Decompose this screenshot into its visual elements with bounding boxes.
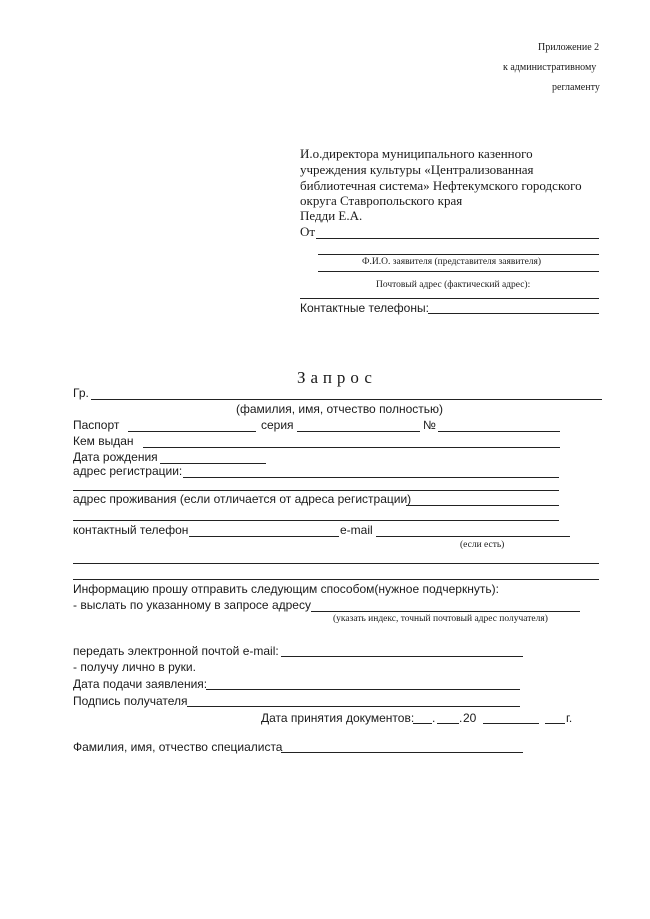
submit-date-label: Дата подачи заявления: — [73, 677, 208, 691]
from-field[interactable] — [316, 238, 599, 239]
accept-day-field[interactable] — [413, 723, 432, 724]
post-address-field[interactable] — [311, 611, 580, 612]
accept-date-suffix: г. — [566, 711, 573, 725]
live-address-label: адрес проживания (если отличается от адреса регистрации) — [73, 492, 412, 506]
addressee-line4: округа Ставропольского края — [300, 193, 463, 208]
accept-month-field[interactable] — [437, 723, 459, 724]
accept-year-field[interactable] — [483, 723, 539, 724]
recipient-sign-field[interactable] — [187, 706, 520, 707]
citizen-caption: (фамилия, имя, отчество полностью) — [236, 402, 444, 416]
post-caption: (указать индекс, точный почтовый адрес получателя) — [333, 614, 548, 624]
fio-caption: Ф.И.О. заявителя (представителя заявителя) — [362, 257, 542, 267]
address-field-2[interactable] — [300, 298, 599, 299]
extra-field-2[interactable] — [73, 579, 599, 580]
issued-by-field[interactable] — [143, 447, 560, 448]
delivery-email-field[interactable] — [281, 656, 523, 657]
document-title: Запрос — [297, 368, 377, 387]
addressee-line3: библиотечная система» Нефтекумского городского — [300, 178, 582, 193]
email-field[interactable] — [376, 536, 570, 537]
fio-field[interactable] — [318, 254, 599, 255]
email-caption: (если есть) — [460, 540, 505, 550]
citizen-name-field[interactable] — [91, 399, 602, 400]
series-label: серия — [261, 418, 294, 432]
reg-address-field-2[interactable] — [73, 490, 559, 491]
passport-field[interactable] — [128, 431, 256, 432]
accept-date-sep1: . — [432, 711, 436, 725]
from-label: От — [300, 224, 316, 239]
phones-field[interactable] — [428, 313, 599, 314]
addressee-line1: И.о.директора муниципального казенного — [300, 146, 533, 161]
delivery-intro: Информацию прошу отправить следующим способом(нужное подчеркнуть): — [73, 582, 499, 596]
series-field[interactable] — [297, 431, 420, 432]
addressee-name: Педди Е.А. — [300, 208, 363, 223]
accept-date-label: Дата принятия документов: — [261, 711, 415, 725]
reg-address-label: адрес регистрации: — [73, 464, 183, 478]
passport-label: Паспорт — [73, 418, 120, 432]
appendix-note-line3: регламенту — [552, 82, 600, 93]
recipient-sign-label: Подпись получателя — [73, 694, 188, 708]
specialist-field[interactable] — [281, 752, 523, 753]
option-personal[interactable]: - получу лично в руки. — [73, 660, 196, 674]
address-field-1[interactable] — [318, 271, 599, 272]
live-address-field-2[interactable] — [73, 520, 559, 521]
issued-by-label: Кем выдан — [73, 434, 134, 448]
appendix-note-line2: к административному — [503, 62, 597, 73]
accept-date-year-prefix: 20 — [463, 711, 477, 725]
phone-label: контактный телефон — [73, 523, 189, 537]
number-label: № — [423, 418, 436, 432]
phone-field[interactable] — [189, 536, 339, 537]
citizen-label: Гр. — [73, 386, 89, 400]
live-address-field-1[interactable] — [406, 505, 559, 506]
birth-date-label: Дата рождения — [73, 450, 158, 464]
accept-date-sep2: . — [459, 711, 463, 725]
address-caption: Почтовый адрес (фактический адрес): — [376, 280, 531, 290]
reg-address-field-1[interactable] — [183, 477, 559, 478]
specialist-label: Фамилия, имя, отчество специалиста — [73, 740, 283, 754]
addressee-line2: учреждения культуры «Централизованная — [300, 162, 534, 177]
extra-field-1[interactable] — [73, 563, 599, 564]
submit-date-field[interactable] — [206, 689, 520, 690]
appendix-note-line1: Приложение 2 — [538, 42, 600, 53]
option-post[interactable]: - выслать по указанному в запросе адресу — [73, 598, 311, 612]
number-field[interactable] — [438, 431, 560, 432]
phones-label: Контактные телефоны: — [300, 301, 429, 315]
option-email[interactable]: передать электронной почтой e-mail: — [73, 644, 279, 658]
email-label: e-mail — [340, 523, 373, 537]
accept-extra-field[interactable] — [545, 723, 565, 724]
